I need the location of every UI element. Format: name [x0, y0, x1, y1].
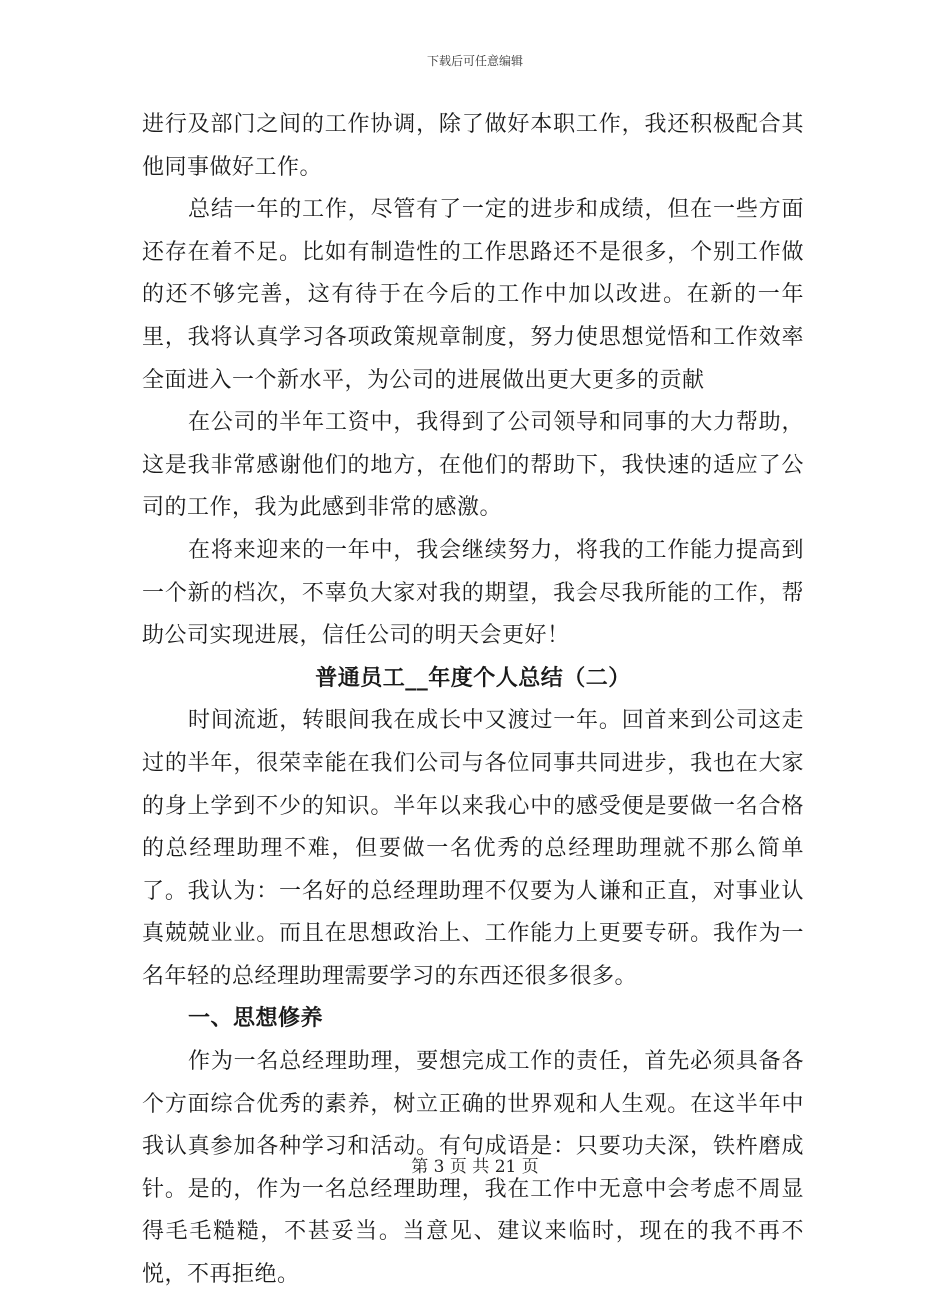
paragraph: 在将来迎来的一年中，我会继续努力，将我的工作能力提高到一个新的档次，不辜负大家对我的期望，我会尽我所能的工作，帮助公司实现进展，信任公司的明天会更好！	[142, 537, 804, 649]
document-body	[142, 104, 804, 1297]
paragraph: 时间流逝，转眼间我在成长中又渡过一年。回首来到公司这走过的半年，很荣幸能在我们公司与各位同事共同进步，我也在大家的身上学到不少的知识。半年以来我心中的感受便是要做一名合格的总经理助理不难，但要做一名优秀的总经理助理就不那么简单了。我认为：一名好的总经理助理不仅要为人谦和正直，对事业认真兢兢业业。而且在思想政治上、工作能力上更要专研。我作为一名年轻的总经理助理需要学习的东西还很多很多。	[142, 708, 804, 989]
paragraph: 总结一年的工作，尽管有了一定的进步和成绩，但在一些方面还存在着不足。比如有制造性的工作思路还不是很多，个别工作做的还不够完善，这有待于在今后的工作中加以改进。在新的一年里，我将认真学习各项政策规章制度，努力使思想觉悟和工作效率全面进入一个新水平，为公司的进展做出更大更多的贡献	[142, 197, 804, 393]
section-title: 普通员工__年度个人总结（二）	[315, 665, 631, 691]
paragraph: 进行及部门之间的工作协调，除了做好本职工作，我还积极配合其他同事做好工作。	[142, 112, 804, 180]
page-footer: 第 3 页 共 21 页	[411, 1157, 539, 1177]
subheading: 一、思想修养	[188, 1006, 324, 1032]
paragraph: 在公司的半年工资中，我得到了公司领导和同事的大力帮助，这是我非常感谢他们的地方，在他们的帮助下，我快速的适应了公司的工作，我为此感到非常的感激。	[142, 410, 804, 521]
paragraph: 作为一名总经理助理，要想完成工作的责任，首先必须具备各个方面综合优秀的素养，树立正确的世界观和人生观。在这半年中我认真参加各种学习和活动。有句成语是：只要功夫深，铁杵磨成针。是的，作为一名总经理助理，我在工作中无意中会考虑不周显得毛毛糙糙，不甚妥当。当意见、建议来临时，现在的我不再不悦，不再拒绝。	[142, 1049, 804, 1288]
header-note: 下载后可任意编辑	[426, 54, 523, 68]
